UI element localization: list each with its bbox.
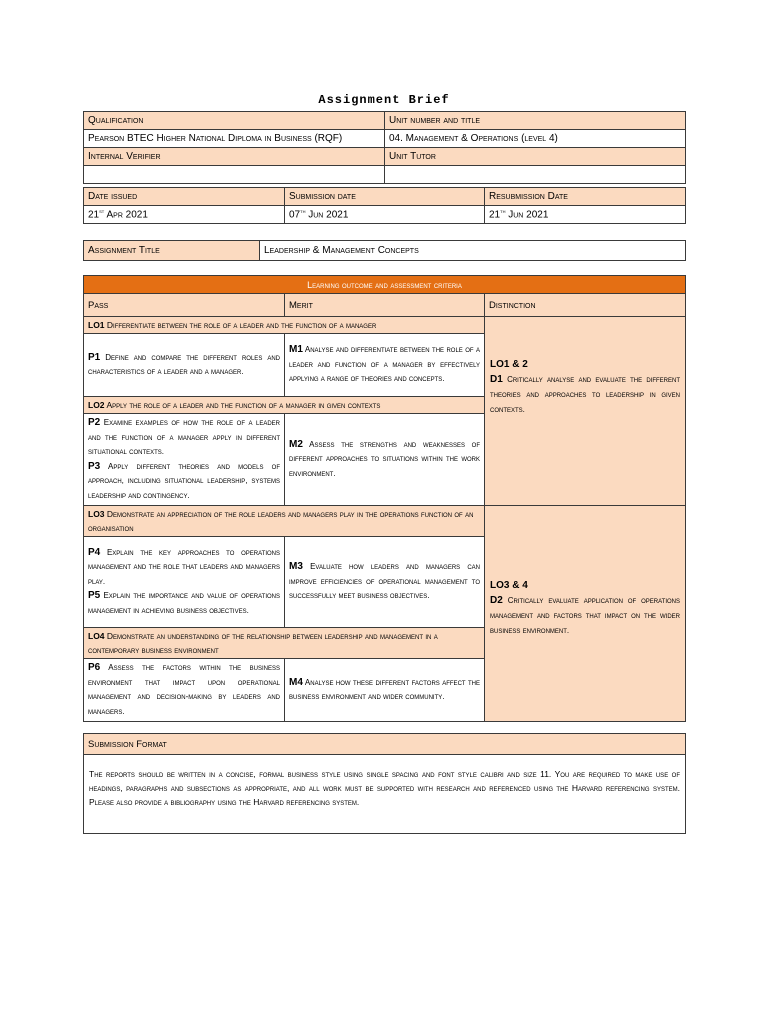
resubmission-date-label: Resubmission Date bbox=[485, 188, 686, 206]
submission-format-label: Submission Format bbox=[84, 734, 686, 755]
distinction-d1: LO1 & 2 D1 Critically analyse and evaluate the different theories and approaches to leadership in given contexts. bbox=[485, 317, 686, 506]
assignment-title-label: Assignment Title bbox=[84, 241, 260, 261]
pass-p6: P6 Assess the factors within the business environment that impact upon operational management and decision-making by leaders and managers. bbox=[84, 659, 285, 722]
distinction-heading: Distinction bbox=[485, 294, 686, 317]
dates-table bbox=[83, 187, 686, 224]
resubmission-date-value: 21th Jun 2021 bbox=[485, 206, 686, 224]
qualification-value: Pearson BTEC Higher National Diploma in Business (RQF) bbox=[84, 130, 385, 148]
date-issued-value: 21st Apr 2021 bbox=[84, 206, 285, 224]
submission-date-value: 07th Jun 2021 bbox=[285, 206, 485, 224]
pass-p2-p3: P2 Examine examples of how the role of a leader and the function of a manager apply in different situational contexts. P3 Apply different theories and models of approach, including situational leadership, systems leadership and contingency. bbox=[84, 414, 285, 506]
merit-m4: M4 Analyse how these different factors affect the business environment and wider community. bbox=[285, 659, 485, 722]
unit-tutor-label: Unit Tutor bbox=[385, 148, 686, 166]
pass-p4-p5: P4 Explain the key approaches to operations management and the role that leaders and managers play. P5 Explain the importance and value of operations management in achieving business objectives. bbox=[84, 537, 285, 628]
date-issued-label: Date issued bbox=[84, 188, 285, 206]
brief-info-table bbox=[83, 111, 686, 184]
unit-label: Unit number and title bbox=[385, 112, 686, 130]
internal-verifier-value[interactable] bbox=[84, 166, 385, 184]
assignment-title-value: Leadership & Management Concepts bbox=[260, 241, 686, 261]
pass-heading: Pass bbox=[84, 294, 285, 317]
merit-m2: M2 Assess the strengths and weaknesses of different approaches to situations within the work environment. bbox=[285, 414, 485, 506]
unit-value: 04. Management & Operations (level 4) bbox=[385, 130, 686, 148]
lo4-row: LO4 Demonstrate an understanding of the relationship between leadership and management in a contemporary business environment bbox=[84, 628, 485, 659]
lo3-row: LO3 Demonstrate an appreciation of the role leaders and managers play in the operations function of an organisation bbox=[84, 506, 485, 537]
submission-date-label: Submission date bbox=[285, 188, 485, 206]
assignment-title-table bbox=[83, 240, 686, 261]
lo1-row: LO1 Differentiate between the role of a leader and the function of a manager bbox=[84, 317, 485, 334]
merit-m1: M1 Analyse and differentiate between the role of a leader and function of a manager by effectively applying a range of theories and concepts. bbox=[285, 334, 485, 397]
internal-verifier-label: Internal Verifier bbox=[84, 148, 385, 166]
qualification-label: Qualification bbox=[84, 112, 385, 130]
submission-format-text: The reports should be written in a concise, formal business style using single spacing and font style calibri and size 11. You are required to make use of headings, paragraphs and subsections as appropriate, and all work must be supported with research and referenced using the Harvard referencing system. Please also provide a bibliography using the Harvard referencing system. bbox=[84, 755, 686, 834]
criteria-table bbox=[83, 275, 686, 722]
lo2-row: LO2 Apply the role of a leader and the function of a manager in given contexts bbox=[84, 397, 485, 414]
document-title: Assignment Brief bbox=[318, 93, 450, 107]
distinction-d2: LO3 & 4 D2 Critically evaluate application of operations management and factors that impact on the wider business environment. bbox=[485, 506, 686, 722]
submission-format-table bbox=[83, 733, 686, 834]
criteria-heading: Learning outcome and assessment criteria bbox=[84, 276, 686, 294]
merit-m3: M3 Evaluate how leaders and managers can improve efficiencies of operational management to successfully meet business objectives. bbox=[285, 537, 485, 628]
merit-heading: Merit bbox=[285, 294, 485, 317]
unit-tutor-value[interactable] bbox=[385, 166, 686, 184]
pass-p1: P1 Define and compare the different roles and characteristics of a leader and a manager. bbox=[84, 334, 285, 397]
